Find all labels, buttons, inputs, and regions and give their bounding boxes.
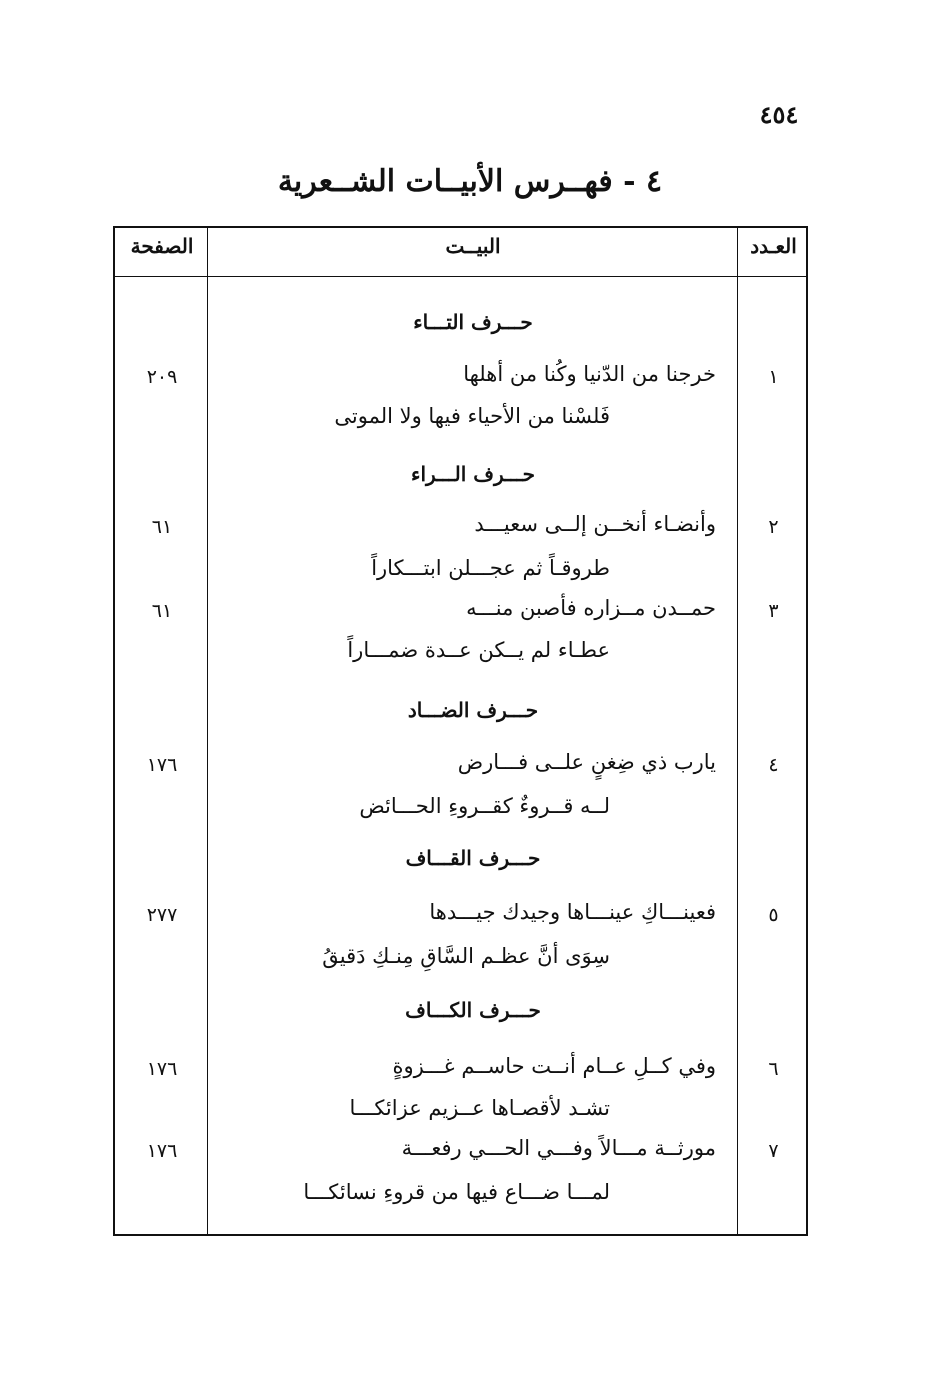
verse-number: ٥ <box>768 904 779 926</box>
verse-page: ١٧٦ <box>146 754 178 776</box>
verse-page: ١٧٦ <box>146 1058 178 1080</box>
verse-first-hemistich: فعينـــاكِ عينـــاها وجيدك جيـــدها <box>429 900 716 924</box>
column-divider-page <box>207 228 208 1234</box>
verse-page: ٦١ <box>151 600 173 622</box>
verse-page: ١٧٦ <box>146 1140 178 1162</box>
verse-first-hemistich: يارب ذي ضِغنٍ علــى فـــارض <box>457 750 716 774</box>
verse-second-hemistich: فَلسْنا من الأحياء فيها ولا الموتى <box>334 404 610 428</box>
verse-number: ٢ <box>768 516 779 538</box>
page-number: ٤٥٤ <box>759 100 799 129</box>
verse-number: ٧ <box>768 1140 779 1162</box>
verse-second-hemistich: سِوَى أنَّ عظـم السَّاقِ مِنـكِ دَقيقُ <box>322 944 610 968</box>
page-title: ٤ - فهــرس الأبيــات الشــعرية <box>277 164 663 199</box>
verse-first-hemistich: حمــدن مــزاره فأصبن منـــه <box>466 596 716 620</box>
header-page: الصفحة <box>130 234 194 258</box>
verse-second-hemistich: تشـد لأقصـاها عــزيم عزائكـــا <box>349 1096 610 1120</box>
verse-number: ٤ <box>768 754 779 776</box>
section-title-ra: حـــرف الـــراء <box>411 462 535 486</box>
column-divider-number <box>737 228 738 1234</box>
verse-first-hemistich: وأنضـاء أنخــن إلــى سعيـــد <box>474 512 716 536</box>
verse-second-hemistich: طروقـاً ثم عجـــلن ابتـــكاراً <box>371 556 610 580</box>
header-verse: البيــت <box>445 234 501 258</box>
section-title-ta: حـــرف التـــاء <box>413 310 533 334</box>
verse-page: ٢٠٩ <box>146 366 178 388</box>
verse-first-hemistich: وفي كــلِ عــام أنــت حاســم غـــزوةٍ <box>392 1054 716 1078</box>
header-divider <box>115 276 806 277</box>
verse-number: ١ <box>768 366 779 388</box>
verse-page: ٢٧٧ <box>146 904 178 926</box>
verse-number: ٦ <box>768 1058 779 1080</box>
section-title-dad: حـــرف الضـــاد <box>407 698 539 722</box>
verse-number: ٣ <box>768 600 779 622</box>
verse-index-table <box>113 226 808 1236</box>
section-title-kaf: حـــرف الكـــاف <box>405 998 541 1022</box>
verse-second-hemistich: لمـــا ضـــاع فيها من قروءِ نسائكـــا <box>303 1180 610 1204</box>
verse-second-hemistich: عطـاء لم يــكن عــدة ضمـــاراً <box>347 638 610 662</box>
verse-second-hemistich: لــه قــروءٌ كقــروءِ الحـــائض <box>359 794 610 818</box>
section-title-qaf: حـــرف القـــاف <box>405 846 541 870</box>
verse-first-hemistich: مورثــة مـــالاً وفـــي الحـــي رفعـــة <box>401 1136 716 1160</box>
header-number: العـدد <box>750 234 797 258</box>
verse-first-hemistich: خرجنا من الدّنيا وكُنا من أهلها <box>463 362 716 386</box>
verse-page: ٦١ <box>151 516 173 538</box>
